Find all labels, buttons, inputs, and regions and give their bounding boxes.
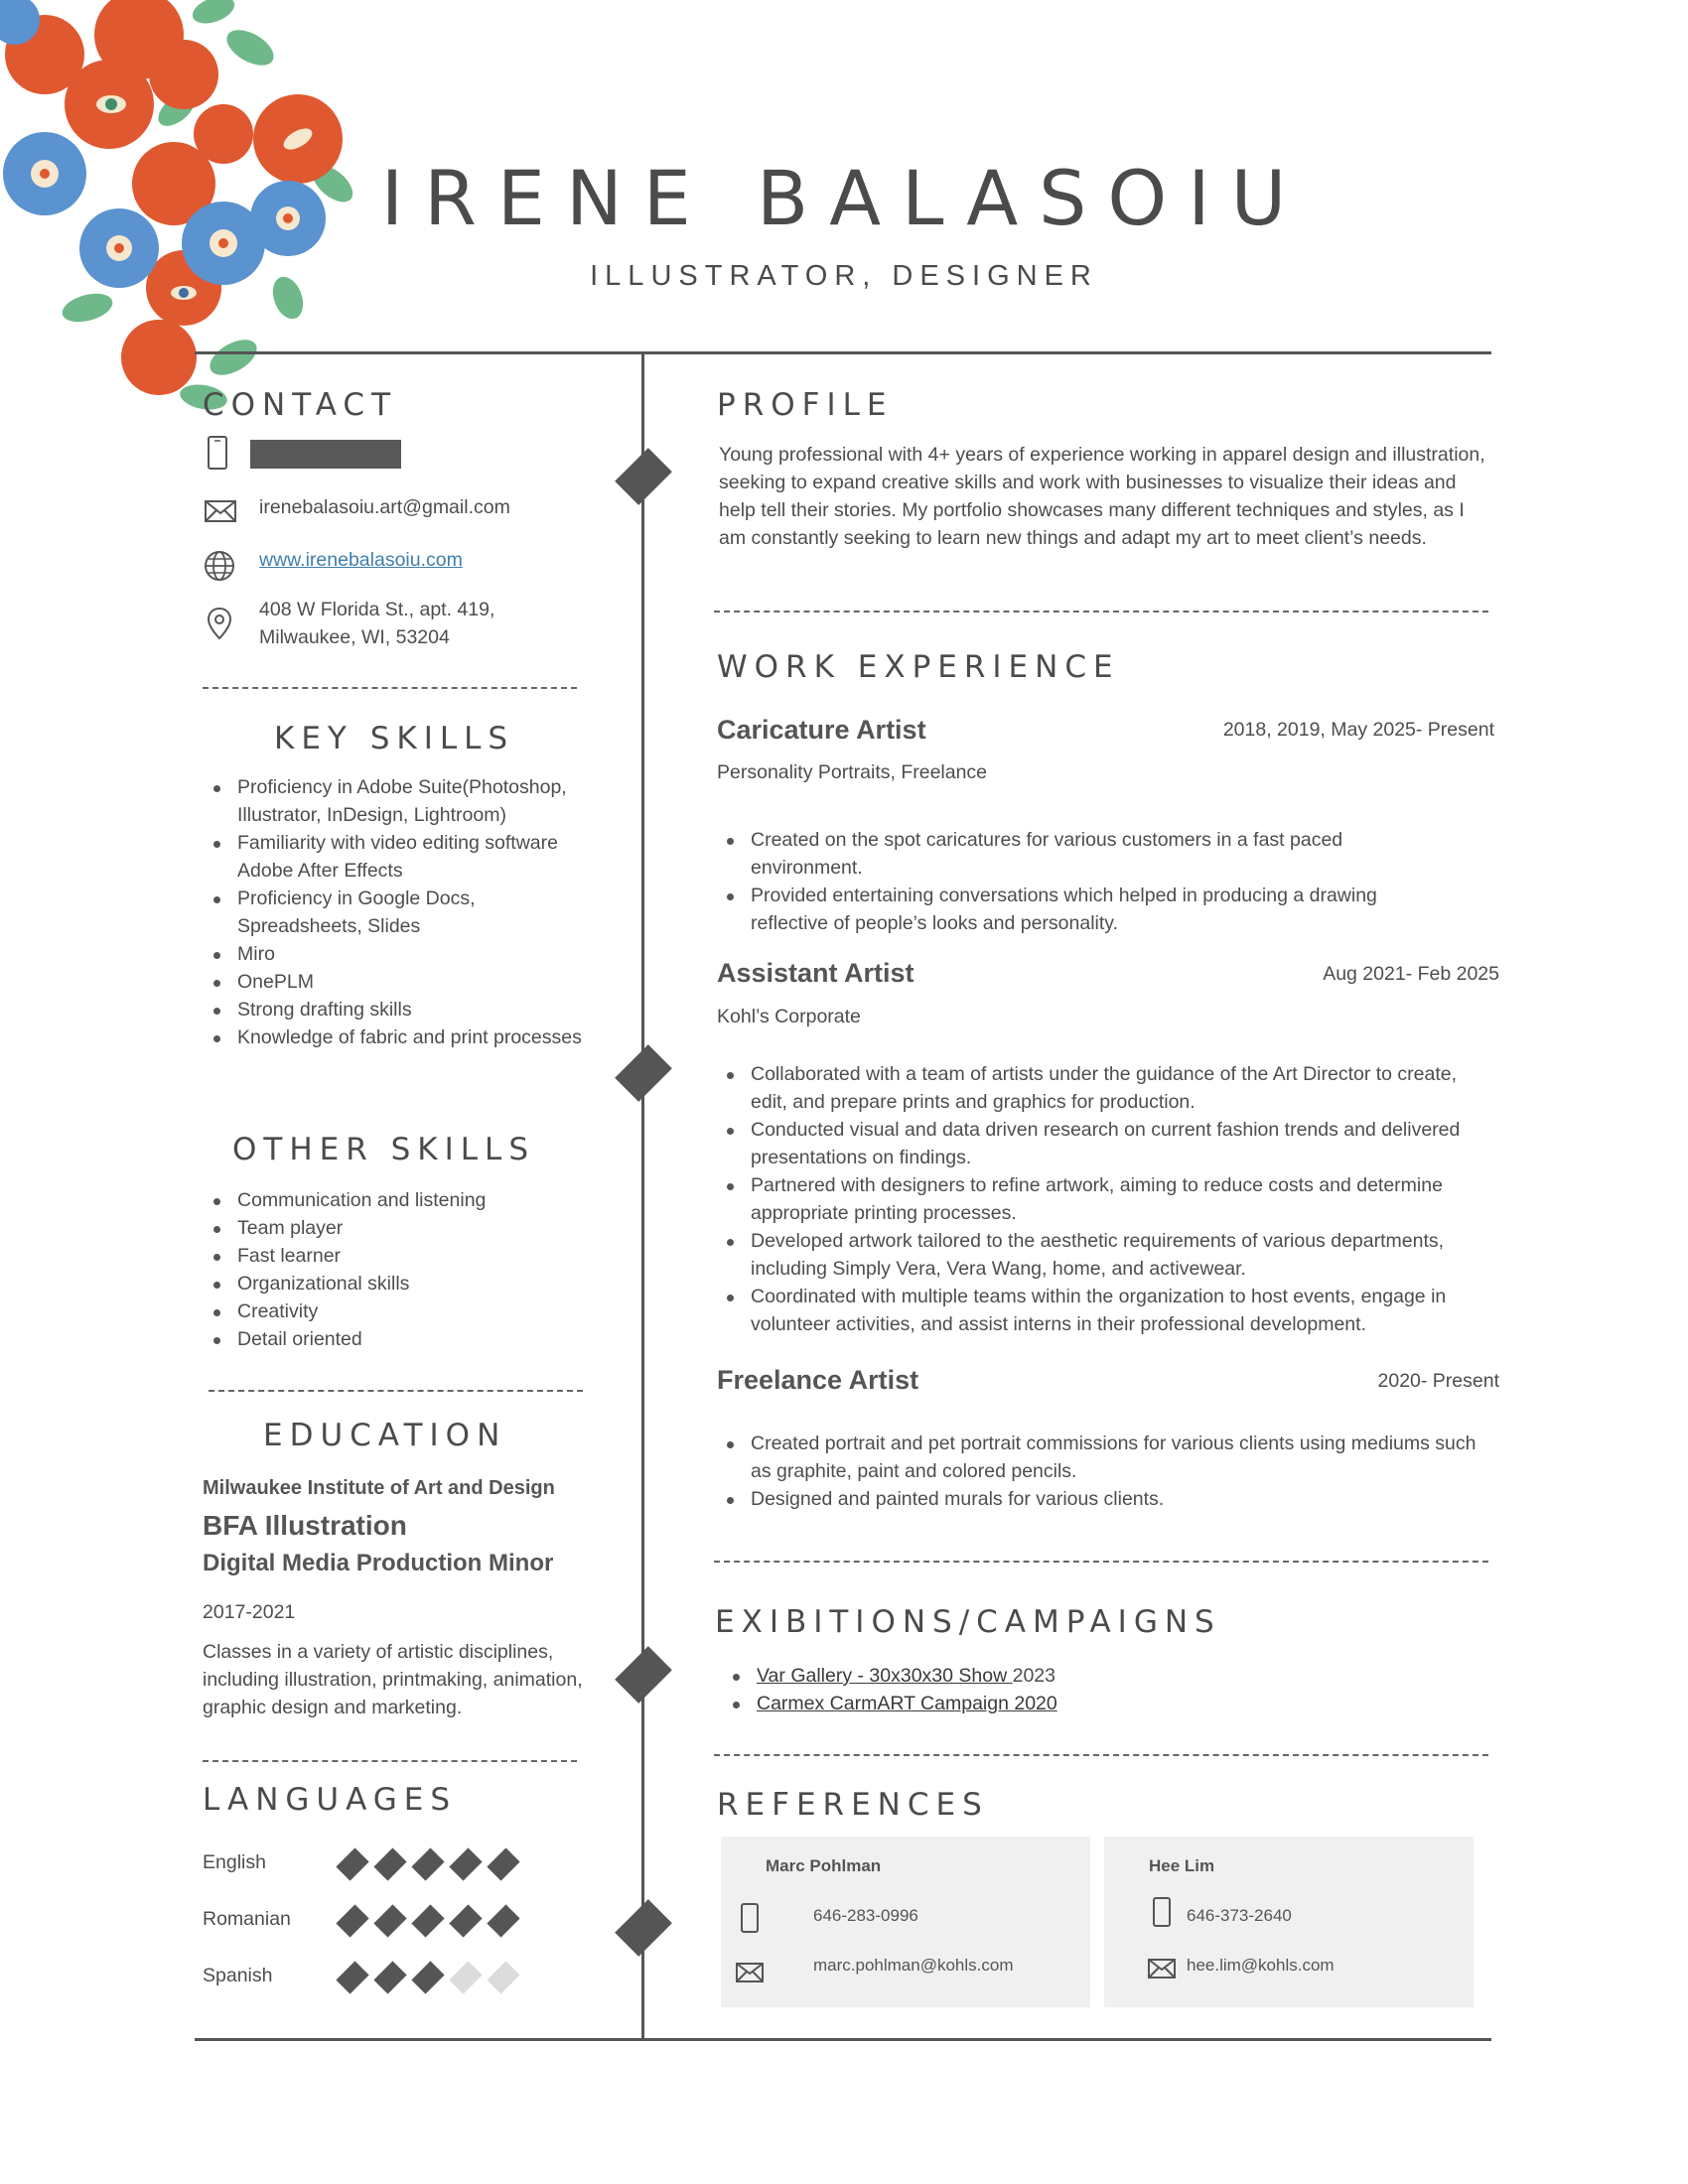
list-item (729, 1662, 1424, 1690)
other-skills-heading: OTHER SKILLS (232, 1132, 535, 1167)
list-item: Proficiency in Adobe Suite(Photoshop, Illustrator, InDesign, Lightroom) (210, 773, 597, 829)
work-heading: WORK EXPERIENCE (717, 649, 1120, 685)
address-line-2: Milwaukee, WI, 53204 (259, 626, 450, 648)
rating-diamond-filled (487, 1904, 519, 1937)
list-item: Detail oriented (210, 1325, 597, 1353)
education-heading: EDUCATION (263, 1418, 507, 1453)
job-dates: Aug 2021- Feb 2025 (1323, 963, 1499, 985)
contact-divider (203, 687, 577, 689)
rating-diamond-filled (449, 1904, 482, 1937)
phone-icon (740, 1902, 760, 1934)
rating-diamond-filled (336, 1847, 368, 1880)
education-degree: BFA Illustration (203, 1510, 407, 1541)
candidate-name: IRENE BALASOIU (380, 154, 1308, 242)
language-name: Romanian (203, 1908, 291, 1930)
education-years: 2017-2021 (203, 1601, 296, 1623)
job-dates: 2018, 2019, May 2025- Present (1222, 719, 1494, 741)
contact-heading: CONTACT (203, 387, 398, 423)
list-item: Miro (210, 940, 597, 968)
skills-divider (209, 1390, 583, 1392)
rating-diamond-filled (411, 1904, 444, 1937)
contact-address (259, 596, 494, 651)
rating-diamond-filled (336, 1961, 368, 1993)
exhibitions-list (729, 1662, 1424, 1717)
education-minor: Digital Media Production Minor (203, 1550, 554, 1576)
list-item: Collaborated with a team of artists under the guidance of the Art Director to create, edit, and prepare prints and graphics for production. (723, 1060, 1497, 1116)
key-skills-list (210, 773, 597, 1051)
list-item: Proficiency in Google Docs, Spreadsheets, Slides (210, 885, 597, 940)
rating-diamond-filled (373, 1847, 406, 1880)
list-item: Partnered with designers to refine artwork, aiming to reduce costs and determine appropriate printing processes. (723, 1171, 1497, 1227)
job-title: Freelance Artist (717, 1365, 919, 1395)
list-item: Conducted visual and data driven research on current fashion trends and delivered presentations on findings. (723, 1116, 1497, 1171)
top-rule (195, 351, 1491, 354)
rating-diamond-filled (411, 1847, 444, 1880)
job-bullets (723, 1060, 1497, 1338)
contact-website[interactable]: www.irenebalasoiu.com (259, 549, 463, 571)
reference-phone: 646-283-0996 (813, 1906, 918, 1925)
exhibition-year: 2023 (1012, 1665, 1055, 1687)
list-item: OnePLM (210, 968, 597, 996)
rating-diamond-filled (373, 1904, 406, 1937)
list-item: Fast learner (210, 1242, 597, 1270)
profile-text: Young professional with 4+ years of experience working in apparel design and illustration, seeking to expand creative skills and work with businesses to visualize their ideas and help tell their stories. My portfolio showcases many different techniques and styles, as I am constantly seeking to learn new things and adapt my art to meet client’s needs. (719, 444, 1485, 549)
rating-diamond-filled (487, 1847, 519, 1880)
mail-icon (735, 1962, 765, 1983)
job-dates: 2020- Present (1377, 1370, 1499, 1392)
reference-name: Hee Lim (1149, 1856, 1215, 1875)
list-item: Knowledge of fabric and print processes (210, 1024, 597, 1051)
exhibition-link[interactable]: Var Gallery - 30x30x30 Show (757, 1665, 1013, 1687)
education-description: Classes in a variety of artistic disciplines, including illustration, printmaking, animation, graphic design and marketing. (203, 1641, 583, 1718)
language-name: Spanish (203, 1965, 273, 1986)
other-skills-list (210, 1186, 597, 1353)
reference-card (1104, 1837, 1474, 2007)
job-bullets (723, 826, 1458, 937)
key-skills-heading: KEY SKILLS (274, 721, 515, 756)
exhibition-link[interactable]: Carmex CarmART Campaign 2020 (757, 1693, 1057, 1714)
phone-icon (207, 435, 228, 471)
address-line-1: 408 W Florida St., apt. 419, (259, 599, 495, 620)
divider-diamond (615, 1646, 672, 1704)
language-rating (343, 1911, 531, 1936)
job-title: Caricature Artist (717, 715, 926, 745)
job-bullets (723, 1430, 1497, 1513)
list-item: Communication and listening (210, 1186, 597, 1214)
globe-icon (204, 550, 235, 582)
list-item: Created on the spot caricatures for various customers in a fast paced environment. (723, 826, 1458, 882)
education-divider (203, 1760, 577, 1762)
job-company: Kohl’s Corporate (717, 1006, 861, 1027)
phone-redacted (250, 440, 401, 469)
reference-phone: 646-373-2640 (1187, 1906, 1292, 1925)
language-rating (343, 1854, 531, 1879)
exhibitions-heading: EXIBITIONS/CAMPAIGNS (715, 1604, 1221, 1640)
reference-email[interactable]: hee.lim@kohls.com (1187, 1956, 1335, 1975)
reference-card (721, 1837, 1090, 2007)
list-item: Familiarity with video editing software Adobe After Effects (210, 829, 597, 885)
list-item: Developed artwork tailored to the aesthetic requirements of various departments, including Simply Vera, Vera Wang, home, and activewear. (723, 1227, 1497, 1283)
list-item: Coordinated with multiple teams within the organization to host events, engage in volunteer activities, and assist interns in their professional development. (723, 1283, 1497, 1338)
mail-icon (204, 499, 237, 523)
divider-diamond (615, 1044, 672, 1102)
references-heading: REFERENCES (717, 1787, 989, 1823)
reference-email[interactable]: marc.pohlman@kohls.com (813, 1956, 1014, 1975)
list-item: Creativity (210, 1297, 597, 1325)
list-item: Designed and painted murals for various clients. (723, 1485, 1497, 1513)
candidate-role: ILLUSTRATOR, DESIGNER (590, 260, 1098, 292)
rating-diamond-filled (336, 1904, 368, 1937)
list-item: Team player (210, 1214, 597, 1242)
languages-heading: LANGUAGES (203, 1782, 458, 1818)
language-name: English (203, 1851, 266, 1873)
profile-heading: PROFILE (717, 387, 894, 423)
list-item: Provided entertaining conversations which helped in producing a drawing reflective of people’s looks and personality. (723, 882, 1458, 937)
list-item (729, 1690, 1424, 1717)
job-company: Personality Portraits, Freelance (717, 761, 988, 783)
job-title: Assistant Artist (717, 958, 914, 988)
center-rule (641, 353, 644, 2039)
list-item: Strong drafting skills (210, 996, 597, 1024)
bottom-rule (195, 2038, 1491, 2041)
rating-diamond-empty (487, 1961, 519, 1993)
reference-name: Marc Pohlman (766, 1856, 882, 1875)
rating-diamond-filled (373, 1961, 406, 1993)
phone-icon (1152, 1896, 1172, 1928)
list-item: Created portrait and pet portrait commissions for various clients using mediums such as graphite, paint and colored pencils. (723, 1430, 1497, 1485)
work-divider (714, 1561, 1488, 1563)
divider-diamond (615, 1899, 672, 1957)
rating-diamond-filled (449, 1847, 482, 1880)
profile-divider (714, 611, 1488, 613)
list-item: Organizational skills (210, 1270, 597, 1297)
education-school: Milwaukee Institute of Art and Design (203, 1477, 555, 1499)
rating-diamond-filled (411, 1961, 444, 1993)
rating-diamond-empty (449, 1961, 482, 1993)
location-pin-icon (207, 607, 232, 640)
exhibitions-divider (714, 1754, 1488, 1756)
mail-icon (1147, 1958, 1177, 1979)
contact-email[interactable]: irenebalasoiu.art@gmail.com (259, 496, 510, 518)
divider-diamond (615, 448, 672, 505)
language-rating (343, 1968, 531, 1992)
